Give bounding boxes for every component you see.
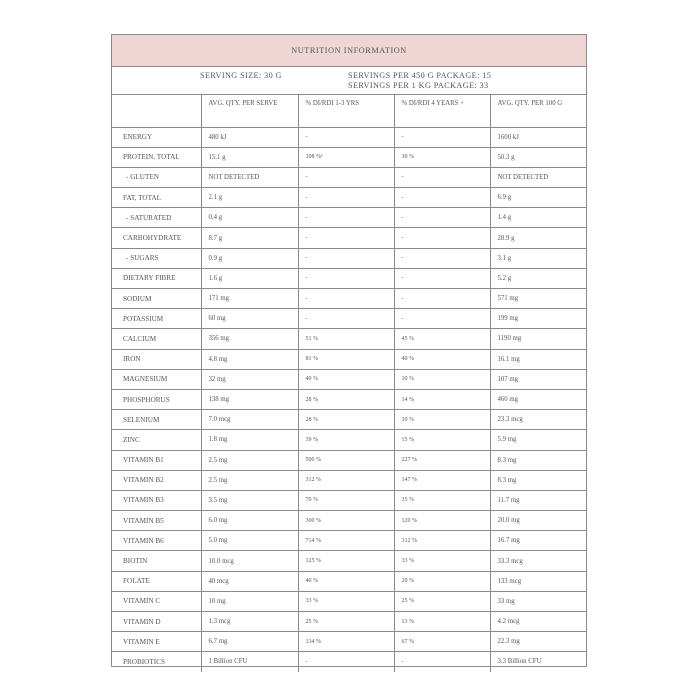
avg-per-serve: 3.5 mg <box>201 490 298 510</box>
rdi-4-years: - <box>394 289 490 309</box>
nutrient-name: VITAMIN B1 <box>112 450 201 470</box>
avg-per-100g: 1.4 g <box>490 208 586 228</box>
servings-per-450g: SERVINGS PER 450 G PACKAGE: 15 <box>348 71 492 80</box>
table-row <box>112 531 586 551</box>
nutrient-name: ENERGY <box>112 127 201 147</box>
avg-per-serve: 8.7 g <box>201 228 298 248</box>
table-row <box>112 369 586 389</box>
avg-per-serve: 60 mg <box>201 309 298 329</box>
serving-size: SERVING SIZE: 30 G <box>200 71 282 80</box>
nutrient-name: SODIUM <box>112 289 201 309</box>
rdi-4-years: - <box>394 167 490 187</box>
rdi-1-3-yrs: - <box>298 248 394 268</box>
avg-per-100g: 6.9 g <box>490 188 586 208</box>
avg-per-serve: 480 kJ <box>201 127 298 147</box>
table-row <box>112 309 586 329</box>
table-row <box>112 389 586 409</box>
rdi-4-years: 15 % <box>394 430 490 450</box>
nutrient-name: VITAMIN B6 <box>112 531 201 551</box>
avg-per-100g: 8.3 mg <box>490 450 586 470</box>
rdi-1-3-yrs: 500 % <box>298 450 394 470</box>
table-row <box>112 127 586 147</box>
avg-per-serve: 5.0 mg <box>201 531 298 551</box>
table-row <box>112 591 586 611</box>
rdi-1-3-yrs: 300 % <box>298 511 394 531</box>
rdi-1-3-yrs: - <box>298 268 394 288</box>
rdi-4-years: 312 % <box>394 531 490 551</box>
table-row <box>112 329 586 349</box>
rdi-1-3-yrs: - <box>298 289 394 309</box>
rdi-1-3-yrs: 28 % <box>298 389 394 409</box>
nutrient-name: BIOTIN <box>112 551 201 571</box>
avg-per-100g: 107 mg <box>490 369 586 389</box>
table-row <box>112 490 586 510</box>
header-rdi-1-3-yrs: % DI/RDI 1-3 YRS <box>298 95 394 127</box>
nutrient-name: VITAMIN B2 <box>112 470 201 490</box>
rdi-1-3-yrs: 134 % <box>298 632 394 652</box>
avg-per-100g: 5.9 mg <box>490 430 586 450</box>
rdi-4-years: 10 % <box>394 410 490 430</box>
table-row <box>112 551 586 571</box>
avg-per-100g: 33.3 mcg <box>490 551 586 571</box>
avg-per-100g: 460 mg <box>490 389 586 409</box>
rdi-1-3-yrs: 39 % <box>298 430 394 450</box>
rdi-1-3-yrs: 312 % <box>298 470 394 490</box>
nutrient-name: VITAMIN D <box>112 612 201 632</box>
nutrient-name: VITAMIN B3 <box>112 490 201 510</box>
serving-info <box>112 67 586 95</box>
rdi-1-3-yrs: 28 % <box>298 410 394 430</box>
avg-per-100g: 22.3 mg <box>490 632 586 652</box>
nutrient-name: VITAMIN B5 <box>112 511 201 531</box>
table-row <box>112 289 586 309</box>
avg-per-100g: 16.1 mg <box>490 349 586 369</box>
avg-per-serve: 6.0 mg <box>201 511 298 531</box>
header-avg-per-100g: AVG. QTY. PER 100 G <box>490 95 586 127</box>
avg-per-100g: 5.2 g <box>490 268 586 288</box>
table-header-row <box>112 95 586 127</box>
rdi-4-years: 120 % <box>394 511 490 531</box>
rdi-1-3-yrs: 108 %¹ <box>298 147 394 167</box>
nutrient-name: VITAMIN C <box>112 591 201 611</box>
header-avg-per-serve: AVG. QTY. PER SERVE <box>201 95 298 127</box>
avg-per-100g: 33 mg <box>490 591 586 611</box>
avg-per-serve: 2.5 mg <box>201 470 298 490</box>
rdi-4-years: 35 % <box>394 490 490 510</box>
rdi-4-years: 33 % <box>394 551 490 571</box>
rdi-1-3-yrs: 51 % <box>298 329 394 349</box>
avg-per-100g: 1600 kJ <box>490 127 586 147</box>
nutrient-name: PROBIOTICS <box>112 652 201 672</box>
table-row <box>112 147 586 167</box>
table-row <box>112 430 586 450</box>
table-row <box>112 228 586 248</box>
nutrition-table <box>112 95 586 672</box>
table-row <box>112 511 586 531</box>
rdi-4-years: 14 % <box>394 389 490 409</box>
rdi-1-3-yrs: - <box>298 652 394 672</box>
nutrient-name: - SATURATED <box>112 208 201 228</box>
avg-per-100g: 11.7 mg <box>490 490 586 510</box>
avg-per-serve: 138 mg <box>201 389 298 409</box>
avg-per-100g: 50.3 g <box>490 147 586 167</box>
rdi-4-years: 40 % <box>394 349 490 369</box>
rdi-4-years: 67 % <box>394 632 490 652</box>
avg-per-serve: 1.3 mcg <box>201 612 298 632</box>
servings-per-package <box>348 71 491 90</box>
avg-per-serve: 32 mg <box>201 369 298 389</box>
rdi-4-years: - <box>394 228 490 248</box>
avg-per-serve: 0.9 g <box>201 248 298 268</box>
nutrient-name: VITAMIN E <box>112 632 201 652</box>
rdi-1-3-yrs: 40 % <box>298 571 394 591</box>
avg-per-serve: 15.1 g <box>201 147 298 167</box>
rdi-1-3-yrs: 25 % <box>298 612 394 632</box>
avg-per-100g: 3.1 g <box>490 248 586 268</box>
avg-per-serve: 40 mcg <box>201 571 298 591</box>
avg-per-serve: 10 mg <box>201 591 298 611</box>
rdi-1-3-yrs: 40 % <box>298 369 394 389</box>
rdi-1-3-yrs: 125 % <box>298 551 394 571</box>
table-row <box>112 167 586 187</box>
nutrient-name: - GLUTEN <box>112 167 201 187</box>
avg-per-100g: 1190 mg <box>490 329 586 349</box>
rdi-1-3-yrs: - <box>298 208 394 228</box>
nutrient-name: SELENIUM <box>112 410 201 430</box>
rdi-4-years: 20 % <box>394 571 490 591</box>
nutrient-name: - SUGARS <box>112 248 201 268</box>
rdi-4-years: 13 % <box>394 612 490 632</box>
table-row <box>112 632 586 652</box>
nutrient-name: CARBOHYDRATE <box>112 228 201 248</box>
avg-per-serve: NOT DETECTED <box>201 167 298 187</box>
table-row <box>112 248 586 268</box>
rdi-4-years: - <box>394 652 490 672</box>
nutrient-name: MAGNESIUM <box>112 369 201 389</box>
header-rdi-4-years: % DI/RDI 4 YEARS + <box>394 95 490 127</box>
nutrient-name: CALCIUM <box>112 329 201 349</box>
table-row <box>112 571 586 591</box>
rdi-4-years: - <box>394 127 490 147</box>
table-row <box>112 410 586 430</box>
table-row <box>112 188 586 208</box>
table-body <box>112 127 586 672</box>
avg-per-100g: 20.0 mg <box>490 511 586 531</box>
avg-per-100g: 571 mg <box>490 289 586 309</box>
nutrient-name: FAT, TOTAL <box>112 188 201 208</box>
avg-per-serve: 0.4 g <box>201 208 298 228</box>
avg-per-100g: 3.3 Billion CFU <box>497 658 542 666</box>
nutrition-panel <box>111 34 587 667</box>
rdi-1-3-yrs: 714 % <box>298 531 394 551</box>
rdi-4-years: - <box>394 188 490 208</box>
table-row <box>112 208 586 228</box>
avg-per-serve: 2.1 g <box>201 188 298 208</box>
table-row <box>112 450 586 470</box>
nutrient-name: PROTEIN, TOTAL <box>112 147 201 167</box>
table-row <box>112 652 586 672</box>
avg-per-serve: 7.0 mcg <box>201 410 298 430</box>
rdi-4-years: - <box>394 208 490 228</box>
table-row <box>112 349 586 369</box>
panel-title <box>112 35 586 67</box>
avg-per-serve: 4.8 mg <box>201 349 298 369</box>
rdi-4-years: 10 % <box>394 369 490 389</box>
avg-per-100g: 133 mcg <box>490 571 586 591</box>
avg-per-serve: 1 Billion CFU <box>201 652 298 672</box>
avg-per-100g: 8.3 mg <box>490 470 586 490</box>
avg-per-serve: 171 mg <box>201 289 298 309</box>
rdi-1-3-yrs: - <box>298 309 394 329</box>
rdi-4-years: 227 % <box>394 450 490 470</box>
rdi-4-years: 25 % <box>394 591 490 611</box>
rdi-4-years: 147 % <box>394 470 490 490</box>
rdi-4-years: - <box>394 248 490 268</box>
avg-per-serve: 6.7 mg <box>201 632 298 652</box>
avg-per-100g: 199 mg <box>490 309 586 329</box>
table-row <box>112 470 586 490</box>
rdi-1-3-yrs: 33 % <box>298 591 394 611</box>
nutrient-name: DIETARY FIBRE <box>112 268 201 288</box>
rdi-1-3-yrs: - <box>298 228 394 248</box>
panel-title-text: NUTRITION INFORMATION <box>291 46 407 55</box>
avg-per-serve: 356 mg <box>201 329 298 349</box>
avg-per-serve: 1.6 g <box>201 268 298 288</box>
rdi-1-3-yrs: 70 % <box>298 490 394 510</box>
rdi-4-years: - <box>394 309 490 329</box>
avg-per-100g: 28.9 g <box>490 228 586 248</box>
avg-per-100g: 16.7 mg <box>490 531 586 551</box>
rdi-1-3-yrs: - <box>298 188 394 208</box>
nutrient-name: FOLATE <box>112 571 201 591</box>
avg-per-serve: 10.0 mcg <box>201 551 298 571</box>
nutrient-name: IRON <box>112 349 201 369</box>
nutrient-name: ZINC <box>112 430 201 450</box>
avg-per-100g: NOT DETECTED <box>490 167 586 187</box>
table-row <box>112 612 586 632</box>
nutrient-name: PHOSPHORUS <box>112 389 201 409</box>
header-nutrient <box>112 95 201 127</box>
avg-per-serve: 1.8 mg <box>201 430 298 450</box>
rdi-4-years: - <box>394 268 490 288</box>
table-row <box>112 268 586 288</box>
avg-per-100g: 23.3 mcg <box>490 410 586 430</box>
avg-per-serve: 2.5 mg <box>201 450 298 470</box>
rdi-4-years: 30 % <box>394 147 490 167</box>
nutrient-name: POTASSIUM <box>112 309 201 329</box>
avg-per-100g: 4.2 mcg <box>490 612 586 632</box>
servings-per-1kg: SERVINGS PER 1 KG PACKAGE: 33 <box>348 80 489 90</box>
rdi-1-3-yrs: - <box>298 167 394 187</box>
rdi-4-years: 45 % <box>394 329 490 349</box>
rdi-1-3-yrs: 81 % <box>298 349 394 369</box>
rdi-1-3-yrs: - <box>298 127 394 147</box>
